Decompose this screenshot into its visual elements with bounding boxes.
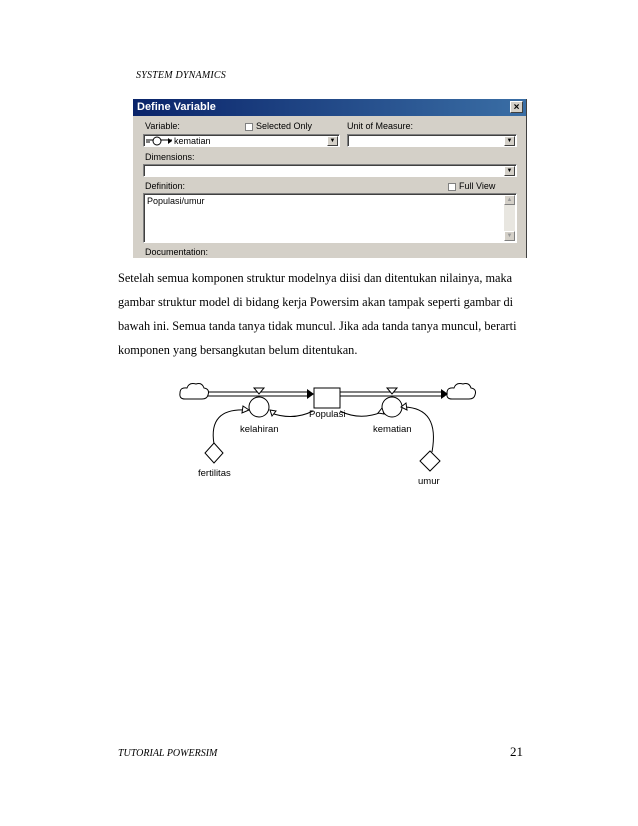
inflow-label: kelahiran [240, 424, 279, 435]
variable-select[interactable] [143, 134, 340, 147]
definition-value: Populasi/umur [147, 196, 205, 206]
dialog-title: Define Variable [137, 101, 216, 113]
paragraph-line-3: bawah ini. Semua tanda tanya tidak muncul. Jika ada tanda tanya muncul, berarti [118, 319, 517, 333]
definition-scrollbar[interactable] [504, 195, 515, 241]
page-number: 21 [510, 744, 523, 759]
variable-value: kematian [174, 136, 211, 146]
define-variable-dialog [133, 99, 527, 258]
fertilitas-label: fertilitas [198, 468, 231, 479]
definition-label: Definition: [145, 181, 186, 191]
unit-of-measure-label: Unit of Measure: [347, 121, 414, 131]
paragraph-line-1: Setelah semua komponen struktur modelnya diisi dan ditentukan nilainya, maka [118, 271, 513, 285]
definition-textarea[interactable] [143, 193, 517, 243]
close-icon[interactable]: × [510, 101, 523, 113]
scroll-up-icon[interactable]: ▲ [504, 195, 515, 205]
selected-only-checkbox[interactable] [245, 123, 253, 131]
dimensions-select[interactable] [143, 164, 517, 177]
dialog-titlebar [133, 99, 526, 116]
outflow-label: kematian [373, 424, 412, 435]
full-view-checkbox[interactable] [448, 183, 456, 191]
variable-label: Variable: [145, 121, 180, 131]
full-view-label: Full View [459, 181, 496, 191]
stock-label: Populasi [309, 409, 346, 420]
running-header: SYSTEM DYNAMICS [136, 70, 226, 81]
paragraph-line-4: komponen yang bersangkutan belum ditentukan. [118, 343, 358, 357]
selected-only-label: Selected Only [256, 121, 313, 131]
diagram-labels [170, 378, 480, 498]
paragraph-line-2: gambar struktur model di bidang kerja Powersim akan tampak seperti gambar di [118, 295, 514, 309]
chevron-down-icon[interactable]: ▼ [327, 136, 338, 146]
running-footer: TUTORIAL POWERSIM [118, 748, 218, 759]
chevron-down-icon[interactable]: ▼ [504, 136, 515, 146]
dimensions-label: Dimensions: [145, 152, 195, 162]
scroll-down-icon[interactable]: ▼ [504, 231, 515, 241]
documentation-label: Documentation: [145, 247, 209, 257]
unit-of-measure-select[interactable] [347, 134, 517, 147]
flow-icon [146, 136, 172, 146]
umur-label: umur [418, 476, 440, 487]
chevron-down-icon[interactable]: ▼ [504, 166, 515, 176]
